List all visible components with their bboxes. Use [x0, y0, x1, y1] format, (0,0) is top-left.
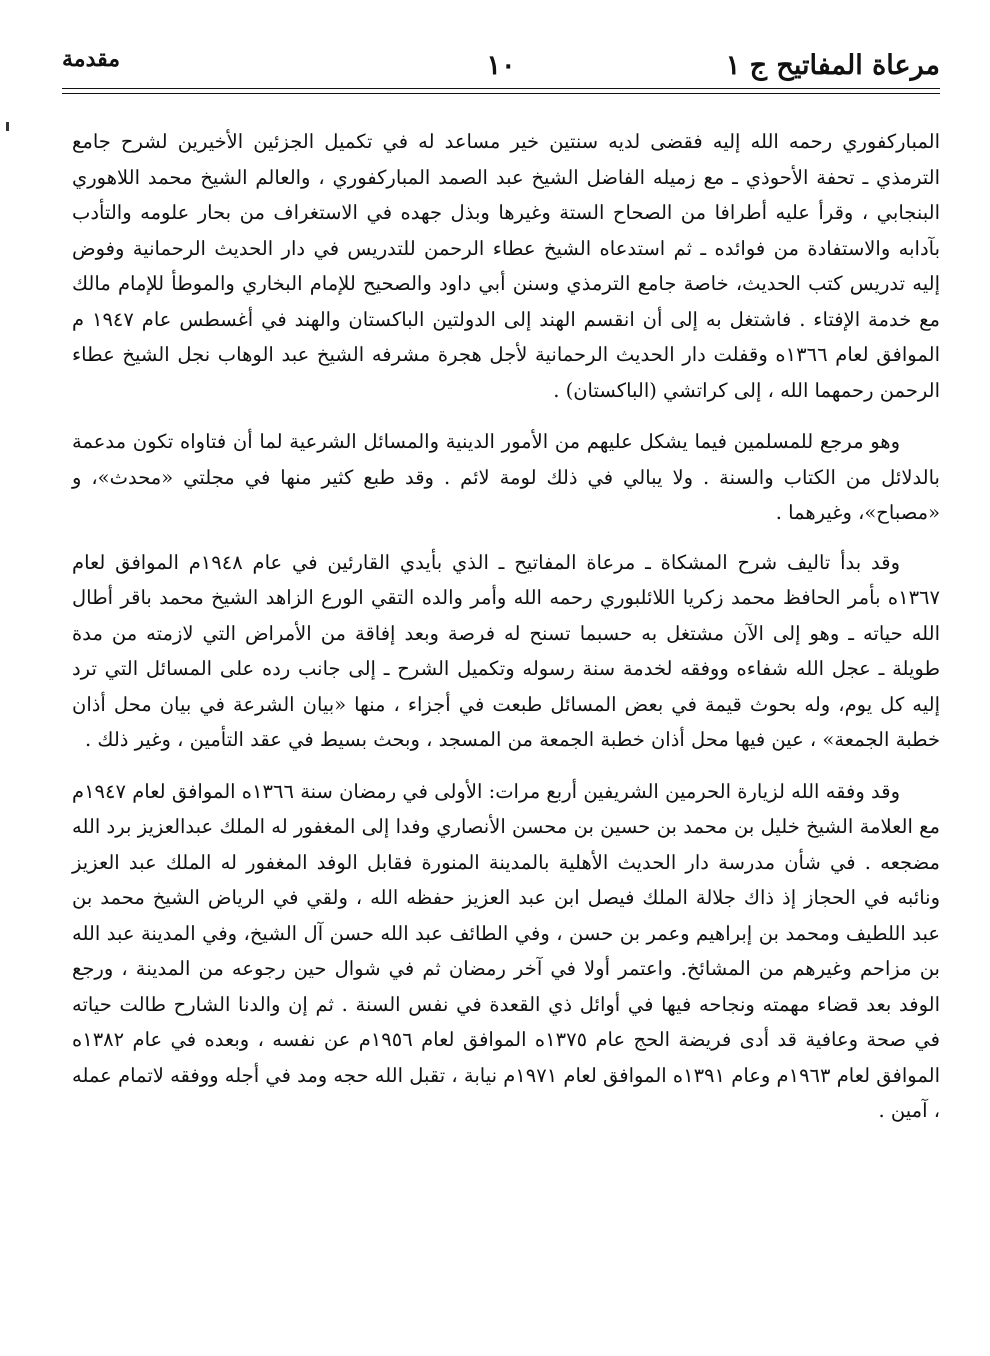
paragraph-4: وقد وفقه الله لزيارة الحرمين الشريفين أربع مرات: الأولى في رمضان سنة ١٣٦٦ه الموافق لعام ١٩٤٧م مع العلامة الشيخ خليل بن محمد بن حسين بن محسن الأنصاري وفدا إلى المغفور له الملك عبدالعزيز برد الله مضجعه . في شأن مدرسة دار الحديث الأهلية بالمدينة المنورة فقابل الوفد المغفور له الملك عبد العزيز ونائبه في الحجاز إذ ذاك جلالة الملك فيصل ابن عبد العزيز حفظه الله ، ولقي في الرياض الشيخ محمد بن عبد اللطيف ومحمد بن إبراهيم وعمر بن حسن ، وفي الطائف عبد الله حسن آل الشيخ، وفي المدينة عبد الله بن مزاحم وغيرهم من المشائخ. واعتمر أولا في آخر رمضان ثم في شوال حين رجوعه من المدينة ، ورجع الوفد بعد قضاء مهمته ونجاحه فيها في أوائل ذي القعدة في نفس السنة . ثم إن والدنا الشارح طالت حياته في صحة وعافية قد أدى فريضة الحج عام ١٣٧٥ه الموافق لعام ١٩٥٦م عن نفسه ، وبعده في عام ١٣٨٢ه الموافق لعام ١٩٦٣م وعام ١٣٩١ه الموافق لعام ١٩٧١م نيابة ، تقبل الله حجه ومد في أجله ووفقه لاتمام عمله ، آمين .	[72, 779, 940, 1122]
paragraph-2: وهو مرجع للمسلمين فيما يشكل عليهم من الأمور الدينية والمسائل الشرعية لما أن فتاواه تكون مدعمة بالدلائل من الكتاب والسنة . ولا يبالي في ذلك لومة لائم . وقد طبع كثير منها في مجلتي «محدث»، و «مصباح»، وغيرهما .	[72, 430, 940, 524]
header-rule-bottom	[62, 93, 940, 94]
header-rule-top	[62, 88, 940, 89]
margin-mark	[6, 122, 9, 131]
page-header	[62, 46, 940, 86]
paragraph-1: المباركفوري رحمه الله إليه فقضى لديه سنتين خير مساعد له في تكميل الجزئين الأخيرين لشرح جامع الترمذي ـ تحفة الأحوذي ـ مع زميله الفاضل الشيخ عبد الصمد المباركفوري ، والعالم الشيخ محمد اللاهوري البنجابي ، وقرأ عليه أطرافا من الصحاح الستة وغيرها وبذل جهده في الاستغراف من بحار علومه والتأدب بآدابه والاستفادة من فوائده ـ ثم استدعاه الشيخ عطاء الرحمن للتدريس في دار الحديث الرحمانية وفوض إليه تدريس كتب الحديث، خاصة جامع الترمذي وسنن أبي داود والصحيح للإمام البخاري والموطأ للإمام مالك مع خدمة الإفتاء . فاشتغل به إلى أن انقسم الهند إلى الدولتين الباكستان والهند في أغسطس عام ١٩٤٧ م الموافق لعام ١٣٦٦ه وقفلت دار الحديث الرحمانية لأجل هجرة مشرفه الشيخ عبد الوهاب نجل الشيخ عطاء الرحمن رحمهما الله ، إلى كراتشي (الباكستان) .	[72, 130, 940, 402]
body-text	[72, 124, 940, 1143]
section-title: مقدمة	[62, 46, 121, 72]
book-title: مرعاة المفاتيح ج ١	[725, 50, 940, 81]
paragraph-3: وقد بدأ تاليف شرح المشكاة ـ مرعاة المفاتيح ـ الذي بأيدي القارئين في عام ١٩٤٨م الموافق لعام ١٣٦٧ه بأمر الحافظ محمد زكريا اللائلبوري رحمه الله وأمر والده التقي الورع الزاهد الشيخ محمد باقر أطال الله حياته ـ وهو إلى الآن مشتغل به حسبما تسنح له فرصة وبعد إفاقة من الأمراض التي لازمته من مدة طويلة ـ عجل الله شفاءه ووفقه لخدمة سنة رسوله وتكميل الشرح ـ إلى جانب رده على المسائل التي ترد إليه كل يوم، وله بحوث قيمة في بعض المسائل طبعت في أجزاء ، منها «بيان الشرعة في بيان محل أذان خطبة الجمعة» ، عين فيها محل أذان خطبة الجمعة من المسجد ، وبحث بسيط في عقد التأمين ، وغير ذلك .	[72, 550, 940, 751]
page-number: ١٠	[486, 50, 516, 81]
